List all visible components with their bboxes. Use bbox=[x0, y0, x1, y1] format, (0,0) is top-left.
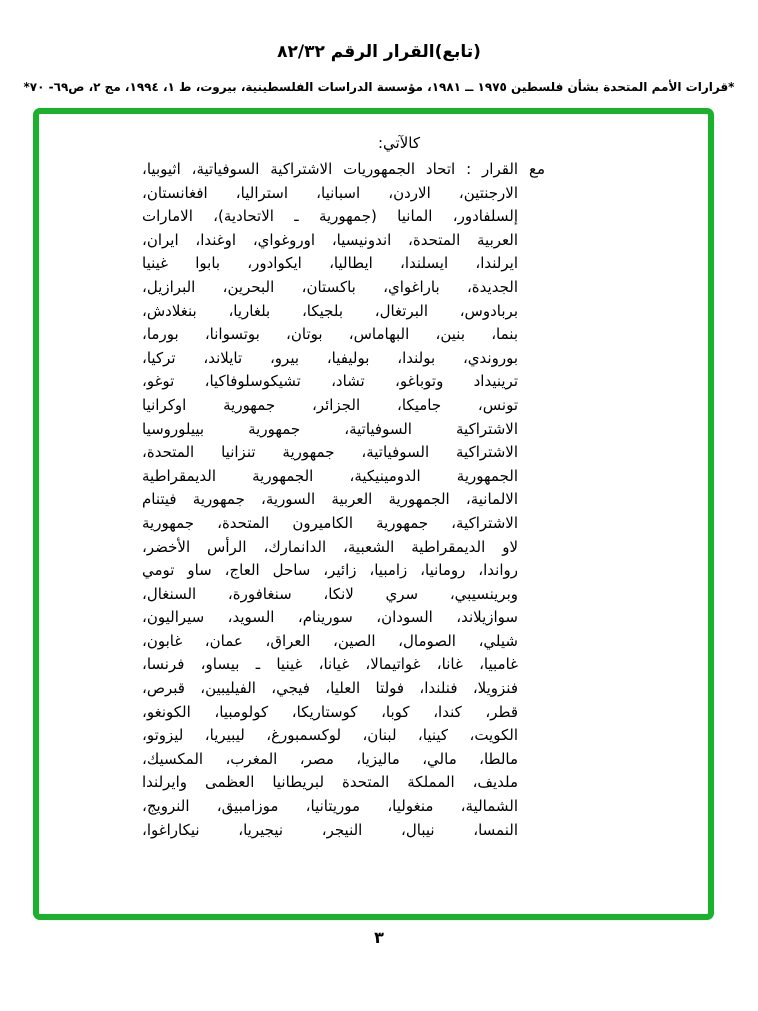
country-list-line: سوازيلاند، السودان، سورينام، السويد، سيراليون، bbox=[142, 608, 518, 627]
resolution-title: (تابع)القرار الرقم ٨٢/٣٢ bbox=[277, 42, 481, 62]
country-list-line: الكويت، كينيا، لبنان، لوكسمبورغ، ليبيريا، ليزوتو، bbox=[142, 726, 518, 745]
country-list-line: إلسلفادور، المانيا (جمهورية ـ الاتحادية)، الامارات bbox=[142, 207, 518, 226]
country-list-line: غامبيا، غانا، غواتيمالا، غيانا، غينيا ـ بيساو، فرنسا، bbox=[142, 655, 518, 674]
country-list-line: ايرلندا، ايسلندا، ايطاليا، ايكوادور، بابوا غينيا bbox=[142, 254, 518, 273]
country-list-line: فنزويلا، فنلندا، فولتا العليا، فيجي، الفيليبين، قبرص، bbox=[142, 679, 518, 698]
country-list-line: بوروندي، بولندا، بوليفيا، بيرو، تايلاند، تركيا، bbox=[142, 348, 518, 367]
country-list-line: العربية المتحدة، اندونيسيا، اوروغواي، اوغندا، ايران، bbox=[142, 230, 518, 249]
resolution-text-block bbox=[142, 158, 545, 842]
country-list-line: وبرينسيبي، سري لانكا، سنغافورة، السنغال، bbox=[142, 584, 518, 603]
country-list bbox=[142, 182, 545, 843]
country-list-line: ملديف، المملكة المتحدة لبريطانيا العظمى وايرلندا bbox=[142, 773, 518, 792]
country-list-line: لاو الديمقراطية الشعبية، الدانمارك، الرأس الأخضر، bbox=[142, 537, 518, 556]
country-list-line: مالطا، مالي، ماليزيا، مصر، المغرب، المكسيك، bbox=[142, 749, 518, 768]
country-list-line: الارجنتين، الاردن، اسبانيا، استراليا، افغانستان، bbox=[142, 183, 518, 202]
country-list-line: قطر، كندا، كوبا، كوستاريكا، كولومبيا، الكونغو، bbox=[142, 702, 518, 721]
country-list-line: النمسا، نيبال، النيجر، نيجيريا، نيكاراغوا، bbox=[142, 820, 518, 839]
country-list-line: الجديدة، باراغواي، باكستان، البحرين، البرازيل، bbox=[142, 277, 518, 296]
country-list-line: رواندا، رومانيا، زامبيا، زائير، ساحل العاج، ساو تومي bbox=[142, 561, 518, 580]
page-number: ٣ bbox=[374, 928, 384, 947]
country-list-line: بربادوس، البرتغال، بلجيكا، بلغاريا، بنغلادش، bbox=[142, 301, 518, 320]
country-list-line: الجمهورية الدومينيكية، الجمهورية الديمقراطية bbox=[142, 466, 518, 485]
country-list-line: الاشتراكية السوفياتية، جمهورية تنزانيا المتحدة، bbox=[142, 443, 518, 462]
country-list-line: بنما، بنين، البهاماس، بوتان، بوتسوانا، بورما، bbox=[142, 325, 518, 344]
source-citation: *قرارات الأمم المتحدة بشأن فلسطين ١٩٧٥ ــ ١٩٨١، مؤسسة الدراسات الفلسطينية، بيروت، ط ١، ١٩٩٤، مج ٢، ص٦٩- ٧٠* bbox=[23, 80, 735, 94]
country-list-line: تونس، جاميكا، الجزائر، جمهورية اوكرانيا bbox=[142, 395, 518, 414]
country-list-line: الاشتراكية، جمهورية الكاميرون المتحدة، جمهورية bbox=[142, 513, 518, 532]
content-frame bbox=[33, 108, 714, 920]
intro-word: كالآتي: bbox=[378, 134, 420, 152]
vote-with-resolution-line: مع القرار : اتحاد الجمهوريات الاشتراكية السوفياتية، اثيوبيا، bbox=[142, 160, 545, 178]
country-list-line: شيلي، الصومال، الصين، العراق، عمان، غابون، bbox=[142, 631, 518, 650]
country-list-line: ترينيداد وتوباغو، تشاد، تشيكوسلوفاكيا، توغو، bbox=[142, 372, 518, 391]
country-list-line: الشمالية، منغوليا، موريتانيا، موزامبيق، النرويج، bbox=[142, 797, 518, 816]
country-list-line: الالمانية، الجمهورية العربية السورية، جمهورية فيتنام bbox=[142, 490, 518, 509]
country-list-line: الاشتراكية السوفياتية، جمهورية بييلوروسيا bbox=[142, 419, 518, 438]
